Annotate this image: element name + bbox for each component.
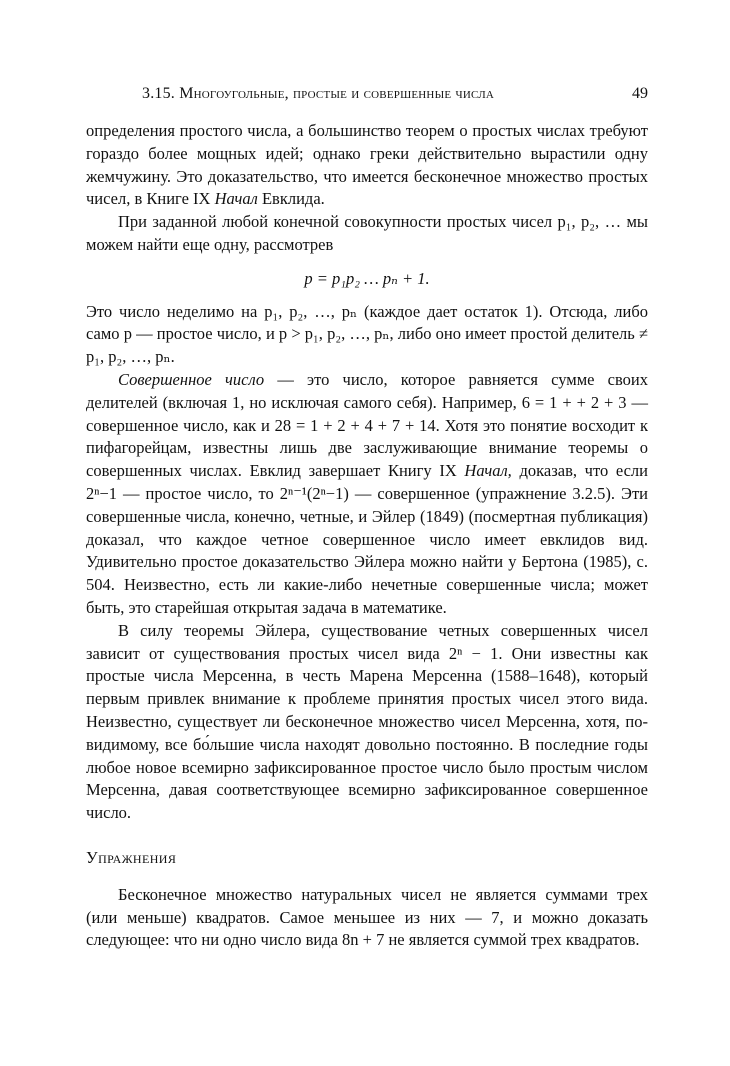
exercises-paragraph: Бесконечное множество натуральных чисел не является суммами трех (или меньше) квадратов. Самое меньшее из них — 7, и можно доказать следующее: что ни одно число вида 8n + 7 не является суммой трех квадратов. [86,884,648,950]
paragraph-1 [86,120,648,211]
book-title-elements: Начал [214,189,258,209]
exercises-heading: Упражнения [86,847,177,867]
paragraph-5: В силу теоремы Эйлера, существование четных совершенных чисел зависит от существования простых чисел вида 2ⁿ − 1. Они известны как простые числа Мерсенна, в честь Марена Мерсенна (1588–1648), который первым привлек внимание к проблеме принятия простых чисел этого вида. Неизвестно, существует ли бесконечное множество чисел Мерсенна, хотя, по-видимому, все бо́льшие числа находят довольно постоянно. В последние годы любое новое всемирно зафиксированное простое число было простым числом Мерсенна, давая соответствующее всемирно зафиксированное совершенное число. [86,620,648,823]
paragraph-4-end: доказав, что если 2ⁿ−1 — простое число, то 2ⁿ⁻¹(2ⁿ−1) — совершенное (упражнение 3.2.5). Эти совершенные числа, конечно, четные, и Эйлер (1849) (посмертная публикация) доказал, что каждое четное совершенное число имеет евклидов вид. Удивительно простое доказательство Эйлера можно найти у Бертона (1985), с. 504. Неизвестно, есть ли какие-либо нечетные совершенные числа; может быть, это старейшая открытая задача в математике. [86,461,648,617]
paragraph-3: Это число неделимо на p₁, p₂, …, pₙ (каждое дает остаток 1). Отсюда, либо само p — простое число, и p > p₁, p₂, …, pₙ, либо оно имеет простой делитель ≠ p₁, p₂, …, pₙ. [86,301,648,367]
formula-product-plus-one: p = p₁p₂ … pₙ + 1. [304,268,430,288]
paragraph-2: При заданной любой конечной совокупности простых чисел p₁, p₂, … мы можем найти еще одну, рассмотрев [86,212,648,254]
running-header-title: 3.15. Многоугольные, простые и совершенные числа [142,85,495,102]
paragraph-1-end: Евклида. [257,189,325,209]
page-body [86,120,648,952]
paragraph-1-text: определения простого числа, а большинство теорем о простых числах требуют гораздо более мощных идей; однако греки действительно вырастили одну жемчужину. Это доказательство, что имеется бесконечное множество простых чисел, в Книге IX [86,121,648,209]
paragraph-4 [86,369,648,620]
paragraph-4-text: — это число, которое равняется сумме своих делителей (включая 1, но исключая самого себя). Например, 6 = 1 + + 2 + 3 — совершенное число, как и 28 = 1 + 2 + 4 + 7 + 14. Хотя это понятие восходит к пифагорейцам, известны лишь две заслуживающие внимание теоремы о совершенных числах. Евклид завершает Книгу IX [86,369,648,481]
book-title-elements-2: Начал, [464,461,512,481]
term-perfect-number: Совершенное число [118,369,265,389]
page-number: 49 [632,85,648,102]
